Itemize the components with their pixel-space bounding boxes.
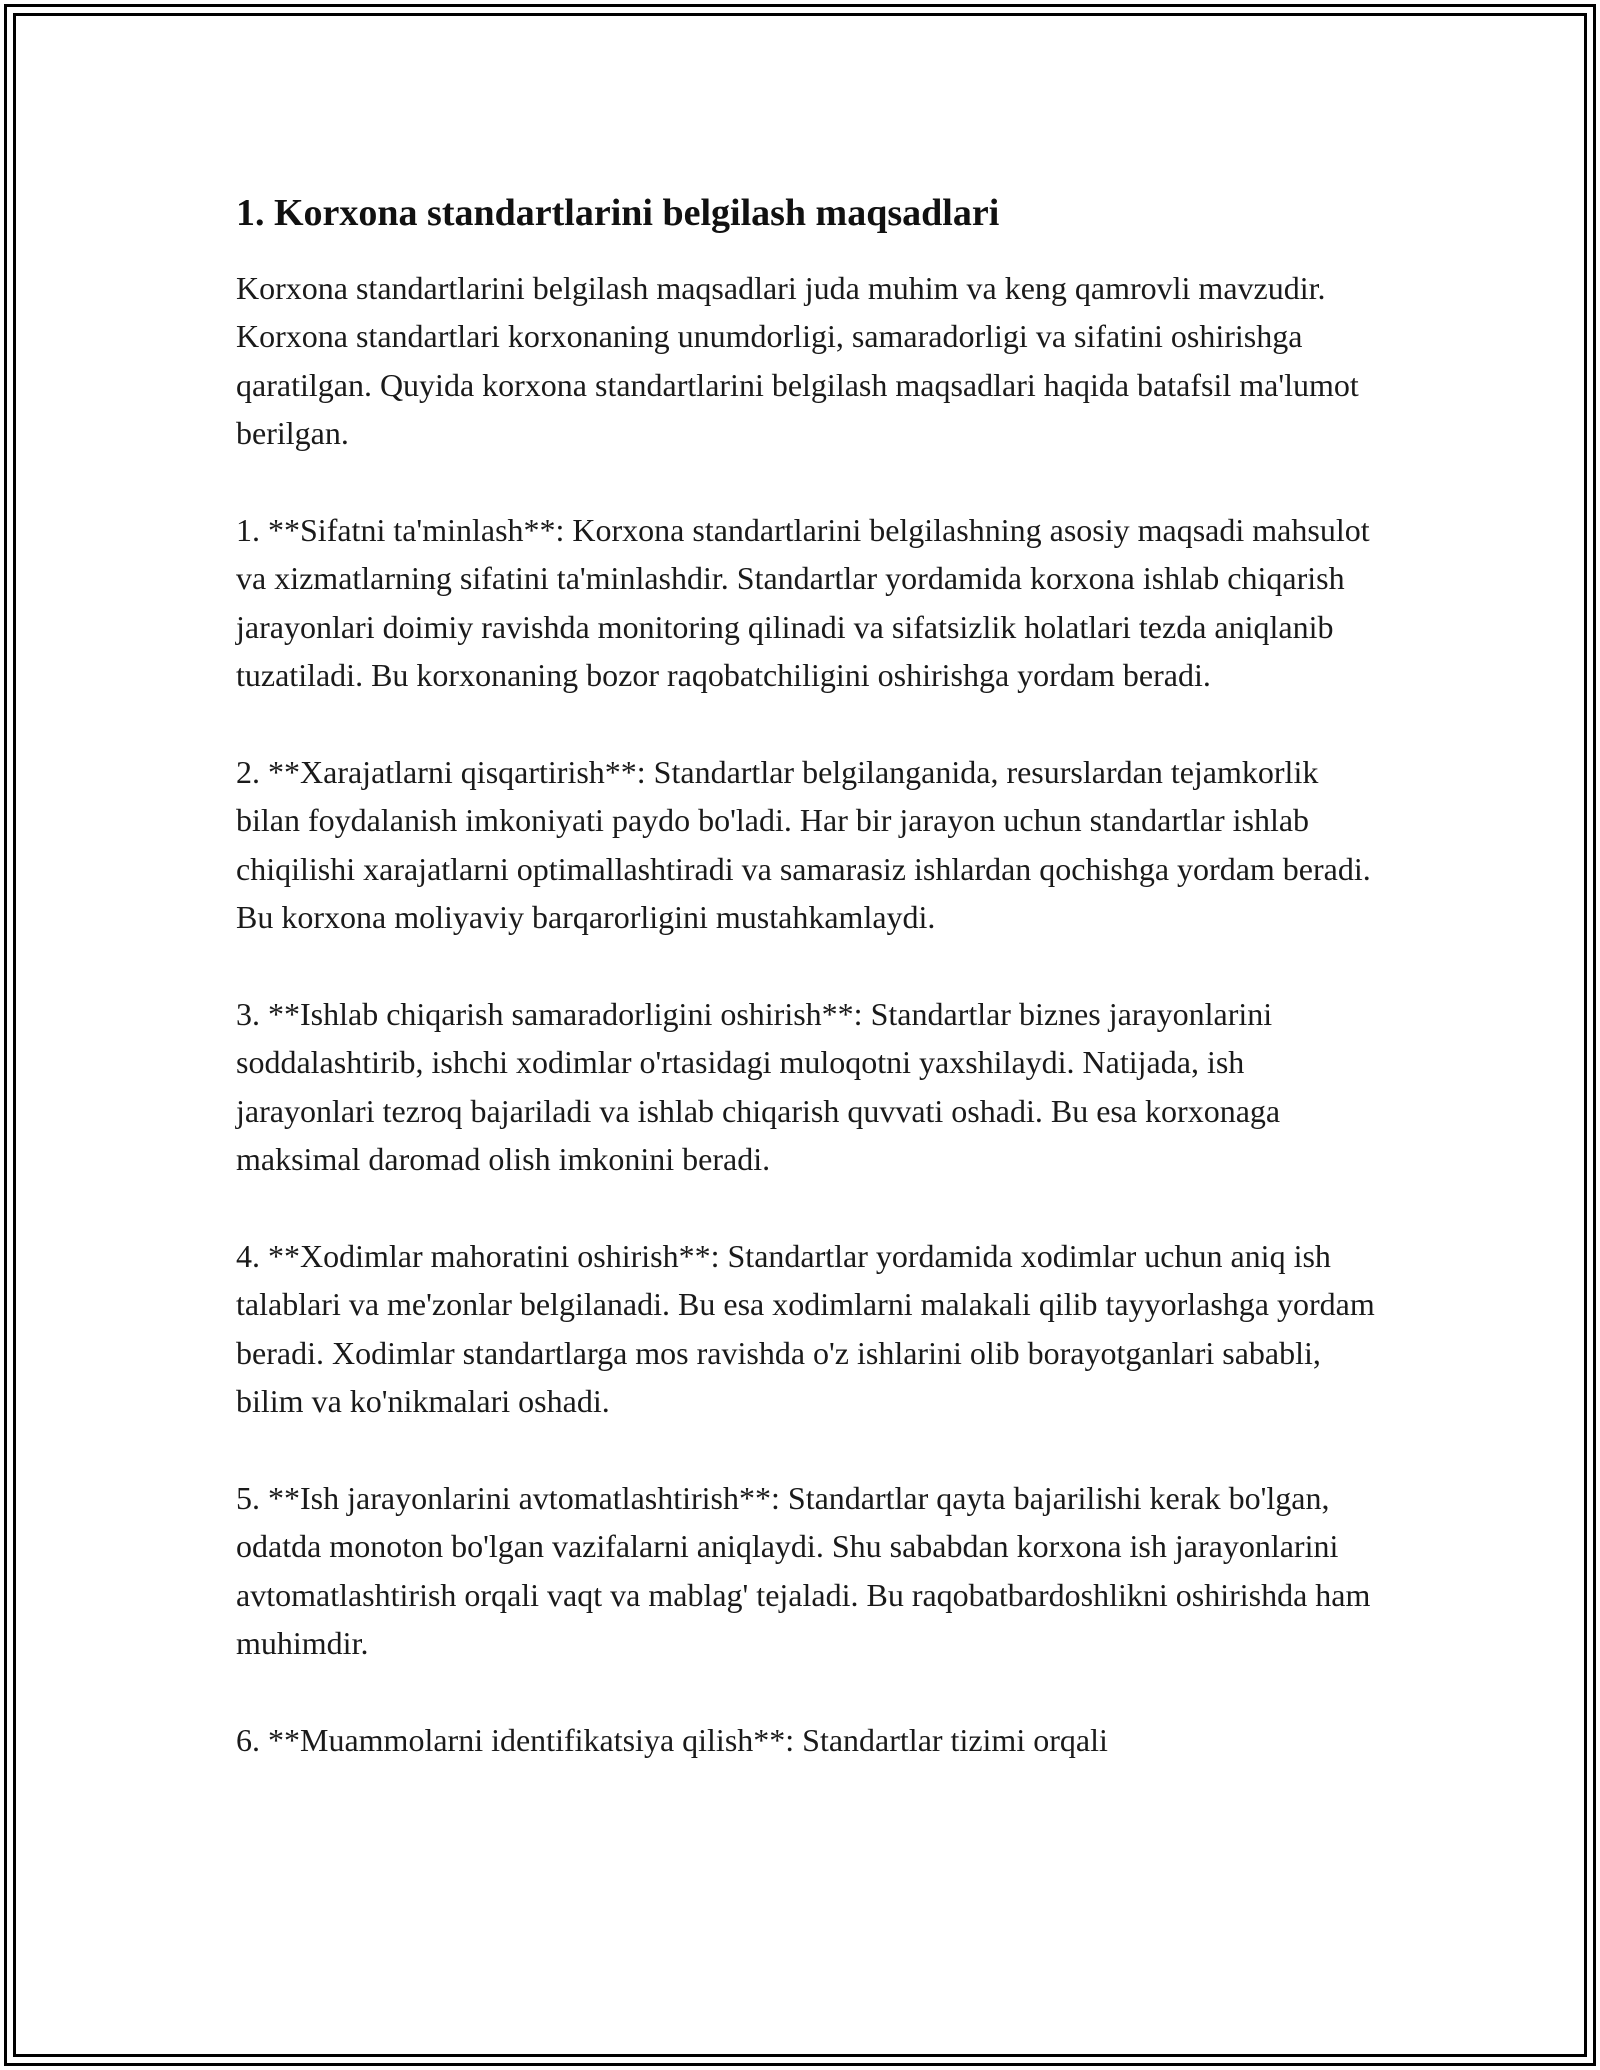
paragraph-item-5: 5. **Ish jarayonlarini avtomatlashtirish**: Standartlar qayta bajarilishi kerak bo'lgan, odatda monoton bo'lgan vazifalarni aniqlaydi. Shu sababdan korxona ish jarayonlarini avtomatlashtirish orqali vaqt va mablag' tejaladi. Bu raqobatbardoshlikni oshirishda ham muhimdir. [236, 1480, 1371, 1662]
paragraph-item-2: 2. **Xarajatlarni qisqartirish**: Standartlar belgilanganida, resurslardan tejamkorlik bilan foydalanish imkoniyati paydo bo'ladi. Har bir jarayon uchun standartlar ishlab chiqilishi xarajatlarni optimallashtiradi va samarasiz ishlardan qochishga yordam beradi. Bu korxona moliyaviy barqarorligini mustahkamlaydi. [236, 754, 1371, 936]
paragraph-item-1: 1. **Sifatni ta'minlash**: Korxona standartlarini belgilashning asosiy maqsadi mahsulot va xizmatlarning sifatini ta'minlashdir. Standartlar yordamida korxona ishlab chiqarish jarayonlari doimiy ravishda monitoring qilinadi va sifatsizlik holatlari tezda aniqlanib tuzatiladi. Bu korxonaning bozor raqobatchiligini oshirishga yordam beradi. [236, 512, 1370, 694]
document-body [236, 184, 1376, 1813]
paragraph-item-4: 4. **Xodimlar mahoratini oshirish**: Standartlar yordamida xodimlar uchun aniq ish talablari va me'zonlar belgilanadi. Bu esa xodimlarni malakali qilib tayyorlashga yordam beradi. Xodimlar standartlarga mos ravishda o'z ishlarini olib borayotganlari sababli, bilim va ko'nikmalari oshadi. [236, 1238, 1375, 1420]
intro-paragraph: Korxona standartlarini belgilash maqsadlari juda muhim va keng qamrovli mavzudir. Korxona standartlari korxonaning unumdorligi, samaradorligi va sifatini oshirishga qaratilgan. Quyida korxona standartlarini belgilash maqsadlari haqida batafsil ma'lumot berilgan. [236, 270, 1359, 452]
paragraph-item-6: 6. **Muammolarni identifikatsiya qilish**: Standartlar tizimi orqali [236, 1722, 1108, 1759]
document-title: 1. Korxona standartlarini belgilash maqsadlari [236, 192, 1000, 234]
paragraph-item-3: 3. **Ishlab chiqarish samaradorligini oshirish**: Standartlar biznes jarayonlarini soddalashtirib, ishchi xodimlar o'rtasidagi muloqotni yaxshilaydi. Natijada, ish jarayonlari tezroq bajariladi va ishlab chiqarish quvvati oshadi. Bu esa korxonaga maksimal daromad olish imkonini beradi. [236, 996, 1281, 1178]
